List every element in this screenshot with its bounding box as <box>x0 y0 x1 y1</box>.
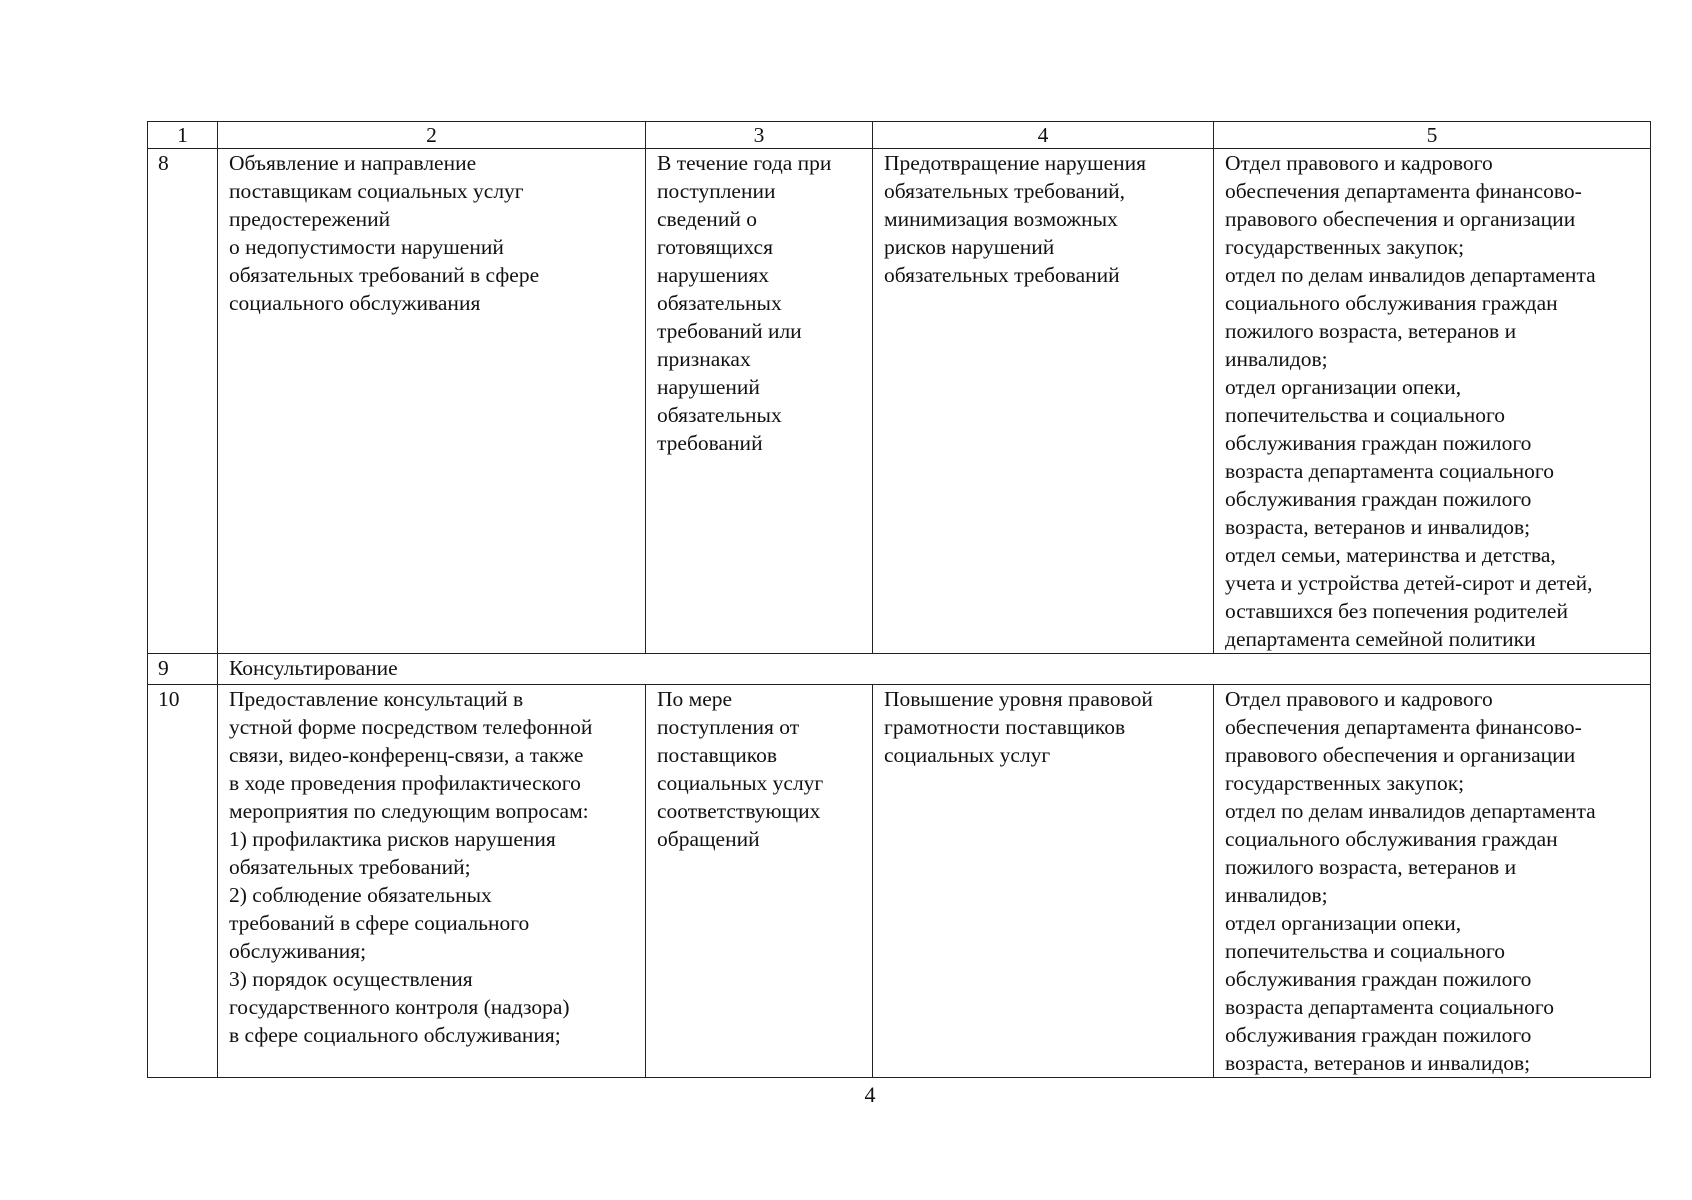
prevention-measures-table <box>147 121 1651 1078</box>
activity-cell: Предоставление консультаций в устной форме посредством телефонной связи, видео-конференц-связи, а также в ходе проведения профилактического мероприятия по следующим вопросам: 1) профилактика рисков нарушения обязательных требований; 2) соблюдение обязательных требований в сфере социального обслуживания; 3) порядок осуществления государственного контроля (надзора) в сфере социального обслуживания; <box>218 685 646 1078</box>
section-title-cell: Консультирование <box>218 654 1651 685</box>
timing-cell: В течение года при поступлении сведений о готовящихся нарушениях обязательных требований или признаках нарушений обязательных требований <box>646 149 873 654</box>
table-header-row <box>148 122 1651 149</box>
column-number-3: 3 <box>646 122 873 149</box>
goal-cell: Предотвращение нарушения обязательных требований, минимизация возможных рисков нарушений обязательных требований <box>873 149 1214 654</box>
column-number-4: 4 <box>873 122 1214 149</box>
row-number: 8 <box>148 149 218 654</box>
activity-cell: Объявление и направление поставщикам социальных услуг предостережений о недопустимости нарушений обязательных требований в сфере социального обслуживания <box>218 149 646 654</box>
table-row <box>148 149 1651 654</box>
table-section-row <box>148 654 1651 685</box>
row-number: 9 <box>148 654 218 685</box>
page-number: 4 <box>864 1082 876 1107</box>
timing-cell: По мере поступления от поставщиков социальных услуг соответствующих обращений <box>646 685 873 1078</box>
column-number-5: 5 <box>1214 122 1651 149</box>
responsible-cell: Отдел правового и кадрового обеспечения департамента финансово- правового обеспечения и организации государственных закупок; отдел по делам инвалидов департамента социального обслуживания граждан пожилого возраста, ветеранов и инвалидов; отдел организации опеки, попечительства и социального обслуживания граждан пожилого возраста департамента социального обслуживания граждан пожилого возраста, ветеранов и инвалидов; <box>1214 685 1651 1078</box>
responsible-cell: Отдел правового и кадрового обеспечения департамента финансово- правового обеспечения и организации государственных закупок; отдел по делам инвалидов департамента социального обслуживания граждан пожилого возраста, ветеранов и инвалидов; отдел организации опеки, попечительства и социального обслуживания граждан пожилого возраста департамента социального обслуживания граждан пожилого возраста, ветеранов и инвалидов; отдел семьи, материнства и детства, учета и устройства детей-сирот и детей, оставшихся без попечения родителей департамента семейной политики <box>1214 149 1651 654</box>
table-row <box>148 685 1651 1078</box>
column-number-2: 2 <box>218 122 646 149</box>
column-number-1: 1 <box>148 122 218 149</box>
goal-cell: Повышение уровня правовой грамотности поставщиков социальных услуг <box>873 685 1214 1078</box>
row-number: 10 <box>148 685 218 1078</box>
